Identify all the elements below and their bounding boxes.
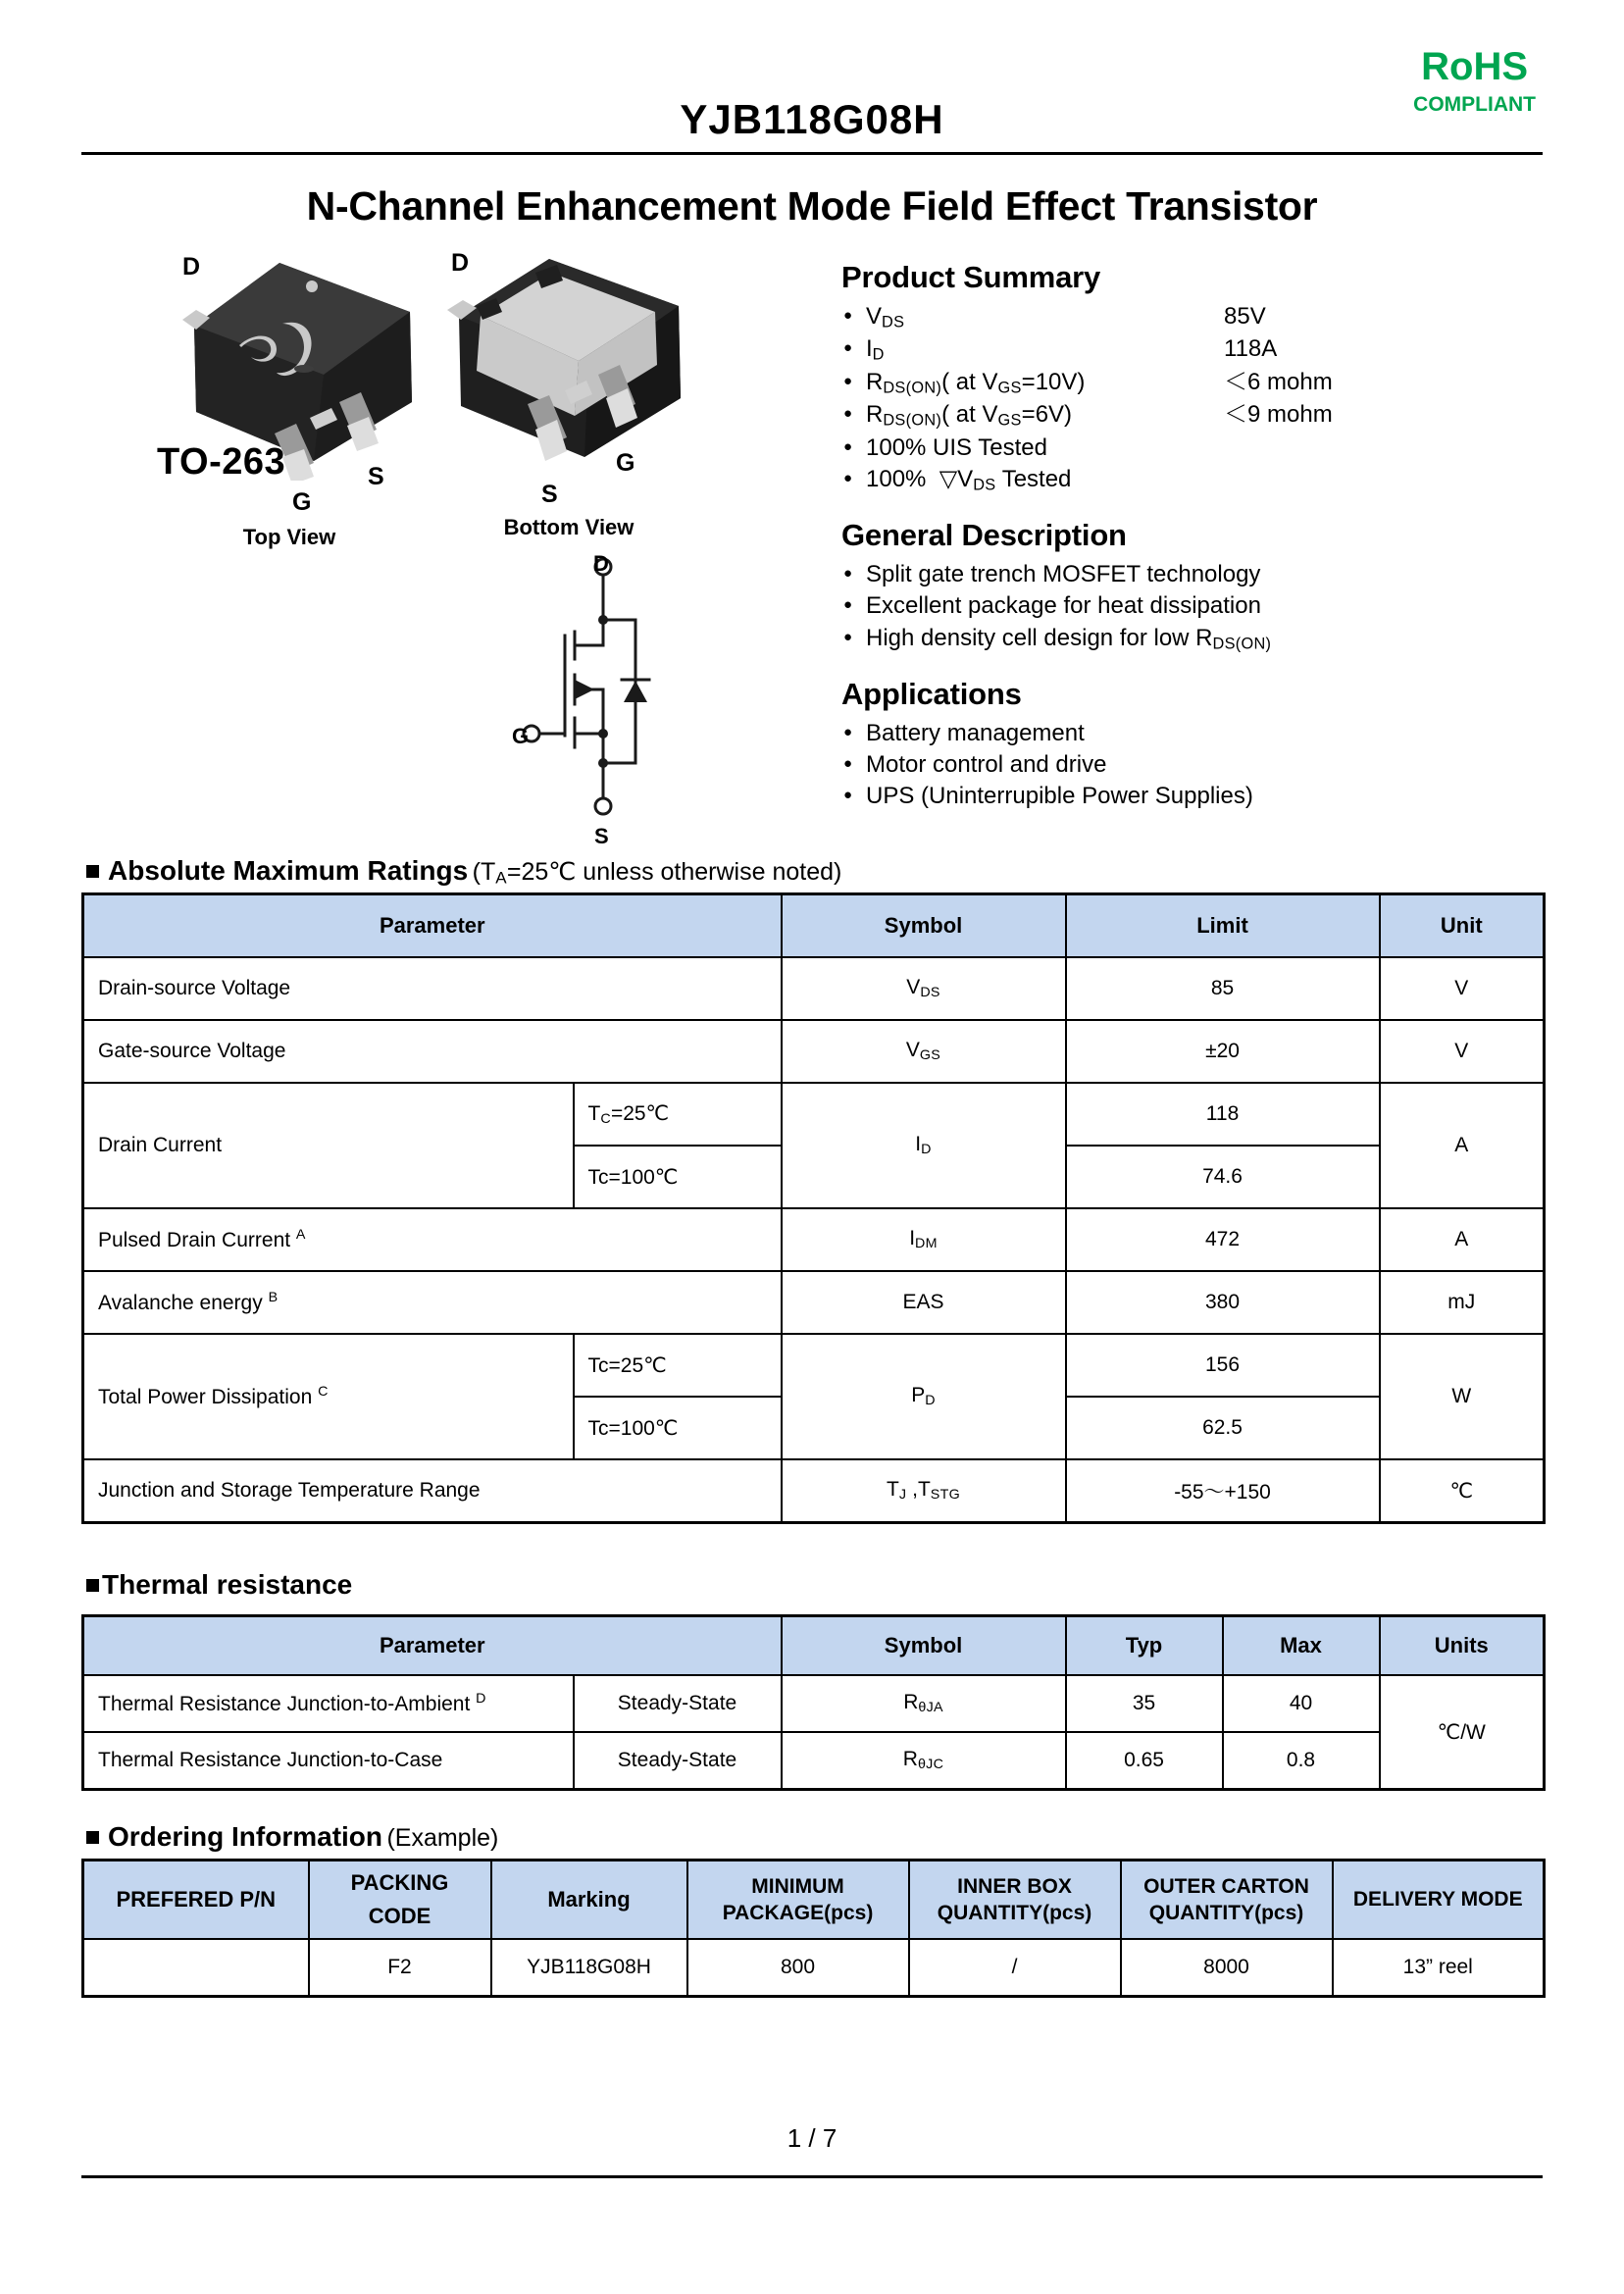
symbol-pin-d: D <box>593 551 609 576</box>
cell-packing-code: F2 <box>309 1939 491 1997</box>
ps-value-3: ＜9 mohm <box>1224 401 1333 429</box>
cell-symbol: $R_{\theta JC}$ <box>782 1732 1066 1790</box>
ps-value-1: 118A <box>1224 335 1278 363</box>
cell-parameter: Drain-source Voltage <box>83 957 782 1020</box>
cell-max: 40 <box>1223 1675 1380 1732</box>
col-parameter: Parameter <box>83 894 782 958</box>
cell-delivery-mode: 13” reel <box>1333 1939 1545 1997</box>
col-marking: Marking <box>491 1861 687 1940</box>
col-typ: Typ <box>1066 1616 1223 1676</box>
top-view-pin-d: D <box>182 253 201 280</box>
table-row <box>83 1334 1545 1397</box>
abs-max-heading-note: ($T_A=25℃$ unless otherwise noted) <box>472 858 842 888</box>
ps-label-0: $V_{DS}$ <box>866 303 905 331</box>
cell-minimum-package: 800 <box>687 1939 909 1997</box>
cell-symbol: $V_{DS}$ <box>782 957 1066 1020</box>
bullet-square-icon <box>86 1579 99 1592</box>
cell-prefered-pn <box>83 1939 309 1997</box>
cell-parameter: Pulsed Drain Current $^A$ <box>83 1208 782 1271</box>
col-units: Units <box>1380 1616 1545 1676</box>
cell-max: 0.8 <box>1223 1732 1380 1790</box>
symbol-pin-s: S <box>594 824 609 848</box>
ps-value-0: 85V <box>1224 303 1266 330</box>
cell-parameter: Thermal Resistance Junction-to-Ambient $^D$ <box>83 1675 574 1732</box>
page-number: 1 / 7 <box>787 2123 837 2153</box>
cell-unit: A <box>1380 1083 1545 1208</box>
app-item-2: UPS (Uninterrupible Power Supplies) <box>866 783 1253 810</box>
list-item <box>841 749 1528 781</box>
col-parameter: Parameter <box>83 1616 782 1676</box>
header-divider <box>81 152 1543 155</box>
cell-symbol: $I_D$ <box>782 1083 1066 1208</box>
cell-unit: mJ <box>1380 1271 1545 1334</box>
table-row <box>83 957 1545 1020</box>
col-inner-box-qty: INNER BOX QUANTITY(pcs) <box>909 1861 1121 1940</box>
bullet-square-icon <box>86 865 99 878</box>
cell-typ: 0.65 <box>1066 1732 1223 1790</box>
ordering-heading-note: (Example) <box>386 1824 499 1852</box>
col-limit: Limit <box>1066 894 1380 958</box>
table-row <box>83 1208 1545 1271</box>
list-item <box>841 590 1528 622</box>
cell-parameter: Drain Current <box>83 1083 574 1208</box>
cell-unit: V <box>1380 957 1545 1020</box>
part-number: YJB118G08H <box>680 96 944 142</box>
cell-parameter: Avalanche energy $^B$ <box>83 1271 782 1334</box>
applications-heading: Applications <box>841 677 1022 711</box>
cell-symbol: $V_{GS}$ <box>782 1020 1066 1083</box>
cell-parameter: Thermal Resistance Junction-to-Case <box>83 1732 574 1790</box>
cell-outer-carton-qty: 8000 <box>1121 1939 1333 1997</box>
cell-limit: 118 <box>1066 1083 1380 1146</box>
table-row <box>83 1271 1545 1334</box>
cell-limit: 74.6 <box>1066 1146 1380 1208</box>
col-packing-code: PACKING CODE <box>309 1861 491 1940</box>
table-row <box>83 1939 1545 1997</box>
cell-unit: A <box>1380 1208 1545 1271</box>
cell-inner-box-qty: / <box>909 1939 1121 1997</box>
list-item <box>841 333 1528 366</box>
cell-limit: 85 <box>1066 957 1380 1020</box>
cell-symbol: EAS <box>782 1271 1066 1334</box>
right-text-column <box>841 260 1528 812</box>
package-name: TO-263 <box>157 441 286 483</box>
cell-limit: 472 <box>1066 1208 1380 1271</box>
ps-label-5: ● 100% $▽V_{DS}$ Tested <box>866 465 1072 494</box>
bottom-view-pin-g: G <box>616 449 635 477</box>
general-description-list <box>841 559 1528 655</box>
gd-item-0: Split gate trench MOSFET technology <box>866 561 1261 588</box>
abs-max-heading <box>86 855 841 889</box>
cell-limit: 62.5 <box>1066 1397 1380 1459</box>
cell-limit: 156 <box>1066 1334 1380 1397</box>
col-symbol: Symbol <box>782 1616 1066 1676</box>
app-item-0: Battery management <box>866 720 1085 746</box>
ps-label-1: $I_D$ <box>866 335 885 364</box>
ps-label-4: ● 100% UIS Tested <box>866 433 1048 461</box>
list-item <box>841 623 1528 655</box>
bottom-view-pin-s: S <box>541 481 558 508</box>
rohs-compliant-label: COMPLIANT <box>1413 93 1536 116</box>
top-view-label: Top View <box>242 525 336 549</box>
package-graphics <box>147 245 853 848</box>
cell-symbol: $R_{\theta JA}$ <box>782 1675 1066 1732</box>
ps-value-2: ＜6 mohm <box>1224 368 1333 395</box>
general-description-heading: General Description <box>841 518 1127 553</box>
cell-limit: -55～+150 <box>1066 1459 1380 1523</box>
col-outer-carton-qty: OUTER CARTON QUANTITY(pcs) <box>1121 1861 1333 1940</box>
rohs-label: RoHS <box>1421 45 1529 88</box>
list-item <box>841 464 1528 496</box>
list-item <box>841 718 1528 749</box>
cell-condition: Steady-State <box>574 1675 782 1732</box>
col-unit: Unit <box>1380 894 1545 958</box>
cell-symbol: $P_D$ <box>782 1334 1066 1459</box>
list-item <box>841 559 1528 590</box>
table-row <box>83 1732 1545 1790</box>
cell-parameter: Junction and Storage Temperature Range <box>83 1459 782 1523</box>
ordering-information-table <box>81 1859 1546 1998</box>
cell-unit: ℃ <box>1380 1459 1545 1523</box>
table-row <box>83 1675 1545 1732</box>
ordering-heading-main: Ordering Information <box>108 1821 382 1852</box>
abs-max-heading-main: Absolute Maximum Ratings <box>108 855 469 886</box>
cell-condition: $T_C=25℃$ <box>574 1083 782 1146</box>
product-summary-list <box>841 301 1528 496</box>
ps-label-2: $R_{DS(ON)}$( at $V_{GS}=10V$) <box>866 368 1086 397</box>
bottom-view-label: Bottom View <box>503 515 634 539</box>
table-row <box>83 1083 1545 1146</box>
list-item <box>841 433 1528 464</box>
cell-limit: ±20 <box>1066 1020 1380 1083</box>
cell-parameter: Gate-source Voltage <box>83 1020 782 1083</box>
gd-item-2: High density cell design for low $R_{DS(ON)}$ <box>866 624 1272 653</box>
absolute-maximum-ratings-table <box>81 892 1546 1524</box>
bottom-view-pin-d: D <box>451 249 470 277</box>
cell-units: ℃/W <box>1380 1675 1545 1790</box>
col-prefered-pn: PREFERED P/N <box>83 1861 309 1940</box>
cell-unit: W <box>1380 1334 1545 1459</box>
table-header-row <box>83 1616 1545 1676</box>
cell-condition: Tc=25℃ <box>574 1334 782 1397</box>
bullet-square-icon <box>86 1831 99 1844</box>
cell-condition: Tc=100℃ <box>574 1146 782 1208</box>
top-view-pin-s: S <box>368 463 384 490</box>
page-title: N-Channel Enhancement Mode Field Effect Transistor <box>306 183 1318 229</box>
app-item-1: Motor control and drive <box>866 751 1107 779</box>
cell-parameter: Total Power Dissipation $^C$ <box>83 1334 574 1459</box>
cell-condition: Steady-State <box>574 1732 782 1790</box>
cell-symbol: $I_{DM}$ <box>782 1208 1066 1271</box>
col-symbol: Symbol <box>782 894 1066 958</box>
ordering-heading <box>86 1821 498 1853</box>
to263-bottom-view-image <box>441 255 716 481</box>
cell-symbol: $T_J$ $,T_{STG}$ <box>782 1459 1066 1523</box>
col-max: Max <box>1223 1616 1380 1676</box>
cell-condition: Tc=100℃ <box>574 1397 782 1459</box>
table-row <box>83 1020 1545 1083</box>
cell-limit: 380 <box>1066 1271 1380 1334</box>
ps-label-3: $R_{DS(ON)}$( at $V_{GS}=6V$) <box>866 401 1073 430</box>
thermal-heading-label: Thermal resistance <box>102 1569 353 1600</box>
list-item <box>841 781 1528 812</box>
symbol-pin-g: G <box>512 724 530 748</box>
col-delivery-mode: DELIVERY MODE <box>1333 1861 1545 1940</box>
applications-list <box>841 718 1528 812</box>
footer-divider <box>81 2175 1543 2178</box>
mosfet-symbol <box>500 549 716 834</box>
table-row <box>83 1459 1545 1523</box>
cell-typ: 35 <box>1066 1675 1223 1732</box>
thermal-heading <box>86 1569 352 1601</box>
table-header-row <box>83 1861 1545 1940</box>
table-header-row <box>83 894 1545 958</box>
top-view-pin-g: G <box>292 488 312 516</box>
thermal-resistance-table <box>81 1614 1546 1791</box>
gd-item-1: Excellent package for heat dissipation <box>866 592 1261 620</box>
col-minimum-package: MINIMUM PACKAGE(pcs) <box>687 1861 909 1940</box>
product-summary-heading: Product Summary <box>841 260 1101 294</box>
cell-unit: V <box>1380 1020 1545 1083</box>
cell-marking: YJB118G08H <box>491 1939 687 1997</box>
list-item <box>841 301 1528 333</box>
list-item <box>841 399 1528 432</box>
list-item <box>841 367 1528 399</box>
